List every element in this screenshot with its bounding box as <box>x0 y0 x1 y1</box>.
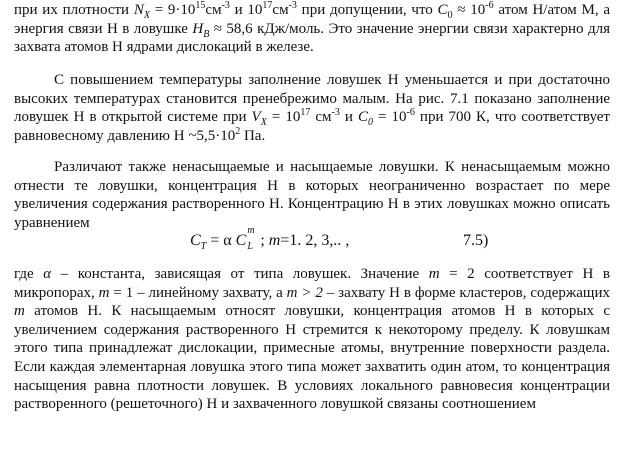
variable: C <box>358 109 369 126</box>
variable: m > 2 <box>286 284 323 301</box>
equation-body <box>190 225 350 253</box>
text-fragment: см <box>205 2 222 18</box>
text-fragment: – захвату Н в форме кластеров, содержащих <box>322 284 610 301</box>
paragraph-constant-description <box>14 265 610 414</box>
equation-number: 7.5) <box>463 232 489 249</box>
text-fragment: ; <box>256 232 269 249</box>
text-fragment: где <box>14 266 44 282</box>
text-fragment: атом Н/атом М, а энергия связи Н в ловушке <box>14 2 611 37</box>
text-fragment: – константа, зависящая от типа ловушек. Значение <box>51 266 429 282</box>
text-fragment: см <box>272 2 289 18</box>
exponent: -6 <box>406 107 415 119</box>
text-fragment: при допущении, что <box>296 2 438 18</box>
superscript: m <box>247 225 255 236</box>
subscript: B <box>203 28 210 40</box>
exponent: 15 <box>195 0 206 11</box>
subscript: L <box>247 241 253 252</box>
variable: C <box>437 2 448 18</box>
paragraph-trap-types <box>14 158 610 232</box>
paragraph-temperature <box>14 71 610 145</box>
text-fragment: ≈ 58,6 кДж/моль. Это значение энергии связи характерно для захвата атомов Н ядрами дислокаций в железе. <box>14 20 610 56</box>
variable: m <box>14 303 25 320</box>
variable: m <box>268 232 281 249</box>
subscript: 0 <box>368 117 374 129</box>
text-fragment: = 10 <box>266 109 301 126</box>
variable: m <box>98 284 110 301</box>
text-fragment: ≈ 10 <box>452 2 486 18</box>
exponent: -3 <box>221 0 230 11</box>
variable: N <box>133 2 144 18</box>
text-fragment: = 10 <box>373 109 407 126</box>
text-fragment: Па. <box>240 127 266 144</box>
exponent: 2 <box>235 125 241 137</box>
exponent: -3 <box>288 0 297 11</box>
text-fragment: = 9·10 <box>149 2 196 18</box>
subscript: 0 <box>447 10 453 21</box>
text-fragment: и 10 <box>229 2 263 18</box>
subscript: T <box>200 241 207 253</box>
text-fragment: и <box>339 109 358 126</box>
text-fragment: = α <box>206 232 236 249</box>
text-fragment: С повышением температуры заполнение ловушек Н уменьшается и при достаточно высоких температурах становится пренебрежимо малым. На рис. 7.1 показано заполнение ловушек Н в открытой системе при <box>14 72 610 126</box>
exponent: 17 <box>300 107 311 119</box>
subscript: X <box>260 117 267 129</box>
exponent: -6 <box>485 0 494 11</box>
equation-7-5 <box>0 225 624 254</box>
text-fragment: =1. 2, 3,.. , <box>280 232 350 249</box>
variable: V <box>251 109 261 126</box>
text-fragment: атомов Н. К насыщаемым относят ловушки, концентрация атомов Н в которых с увеличением содержания растворенного Н стремится к некоторому пределу. К ловушкам этого типа принадлежат дислокации, примесные атомы, внутренние поверхности раздела. Если каждая элементарная ловушка этого типа может захватить один атом, то концентрация насыщения равна плотности ловушек. В условиях локального равновесия концентрации растворенного (решеточного) Н и захваченного ловушкой связаны соотношением <box>14 303 610 413</box>
text-fragment: = 1 – линейному захвату, а <box>109 284 287 301</box>
text-fragment: при их плотности <box>14 2 134 18</box>
variable: H <box>192 20 204 37</box>
text-fragment: см <box>310 109 332 126</box>
sub-superscript-stack <box>246 225 256 252</box>
exponent: 17 <box>262 0 273 11</box>
text-fragment: при 700 К, что соответствует равновесному давлению Н ~5,5·10 <box>14 109 610 144</box>
variable: C <box>235 232 247 249</box>
variable: α <box>43 266 52 282</box>
exponent: -3 <box>331 107 340 119</box>
variable: m <box>428 266 440 282</box>
text-fragment: = 2 соответствует Н в микропорах, <box>14 266 611 301</box>
variable: C <box>190 232 201 249</box>
text-fragment: Различают также ненасыщаемые и насыщаемые ловушки. К ненасыщаемым можно отнести те ловушки, концентрация Н в которых неограниченно возрастает по мере увеличения содержания растворенного Н. Концентрацию Н в этих ловушках можно описать уравнением <box>14 159 610 231</box>
subscript: X <box>143 10 150 21</box>
paragraph-trap-density <box>14 1 610 57</box>
